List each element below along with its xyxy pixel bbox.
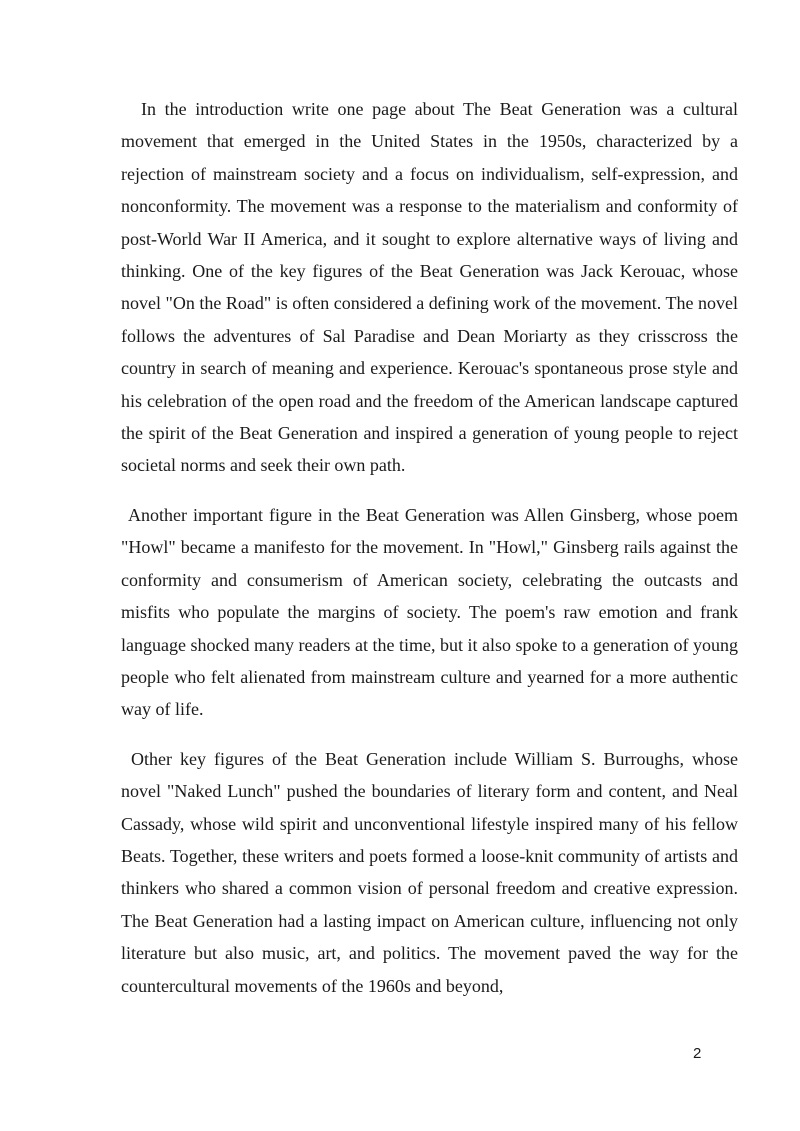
paragraph-other-figures: Other key figures of the Beat Generation include William S. Burroughs, whose novel "Naked Lunch" pushed the boundaries of literary form and content, and Neal Cassady, whose wild spirit and unconventional lifestyle inspired many of his fellow Beats. Together, these writers and poets formed a loose-knit community of artists and thinkers who shared a common vision of personal freedom and creative expression. The Beat Generation had a lasting impact on American culture, influencing not only literature but also music, art, and politics. The movement paved the way for the countercultural movements of the 1960s and beyond,	[121, 748, 738, 996]
paragraph-intro: In the introduction write one page about The Beat Generation was a cultural movement that emerged in the United States in the 1950s, characterized by a rejection of mainstream society and a focus on individualism, self-expression, and nonconformity. The movement was a response to the materialism and conformity of post-World War II America, and it sought to explore alternative ways of living and thinking. One of the key figures of the Beat Generation was Jack Kerouac, whose novel "On the Road" is often considered a defining work of the movement. The novel follows the adventures of Sal Paradise and Dean Moriarty as they crisscross the country in search of meaning and experience. Kerouac's spontaneous prose style and his celebration of the open road and the freedom of the American landscape captured the spirit of the Beat Generation and inspired a generation of young people to reject societal norms and seek their own path.	[121, 99, 738, 476]
paragraph-ginsberg: Another important figure in the Beat Generation was Allen Ginsberg, whose poem "Howl" became a manifesto for the movement. In "Howl," Ginsberg rails against the conformity and consumerism of American society, celebrating the outcasts and misfits who populate the margins of society. The poem's raw emotion and frank language shocked many readers at the time, but it also spoke to a generation of young people who felt alienated from mainstream culture and yearned for a more authentic way of life.	[121, 504, 738, 720]
body-text	[121, 93, 738, 1002]
page-number: 2	[693, 1045, 702, 1062]
